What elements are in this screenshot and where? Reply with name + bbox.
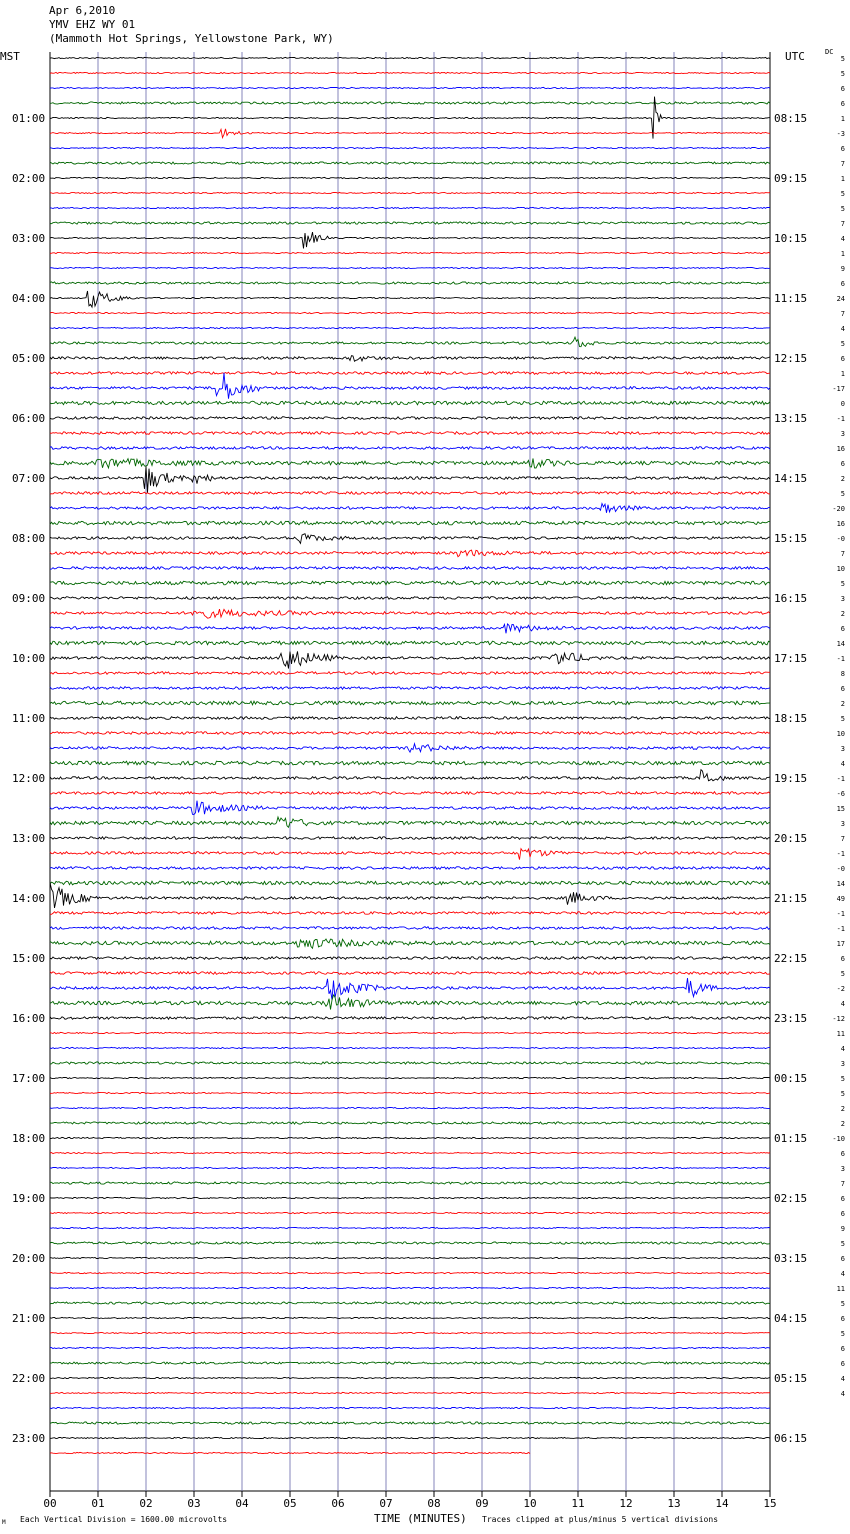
dc-offset-label: 16 [836,445,845,453]
utc-hour-label: 23:15 [774,1012,808,1025]
dc-offset-label: -6 [836,790,845,798]
utc-hour-label: 15:15 [774,532,808,545]
seismic-trace [50,356,770,362]
dc-offset-label: 6 [840,100,845,108]
mst-hour-label: 14:00 [12,892,46,905]
dc-offset-label: 10 [836,565,845,573]
x-tick-label: 10 [523,1497,537,1510]
dc-offset-label: 5 [840,580,845,588]
x-tick-label: 09 [475,1497,489,1510]
seismic-trace [50,732,770,735]
dc-offset-label: 4 [840,235,845,243]
seismic-trace [50,995,770,1010]
seismic-trace [50,327,770,328]
seismic-trace [50,459,770,469]
right-axis-title: UTC [785,50,805,63]
mst-hour-label: 10:00 [12,652,46,665]
station-location: (Mammoth Hot Springs, Yellowstone Park, WY) [49,32,334,45]
seismic-trace [50,417,770,420]
mst-hour-label: 03:00 [12,232,46,245]
dc-offset-label: 15 [836,805,845,813]
utc-hour-label: 12:15 [774,352,808,365]
dc-offset-label: 16 [836,520,845,528]
seismic-trace [50,1407,770,1408]
dc-offset-label: 6 [840,1315,845,1323]
seismic-trace [50,504,770,513]
seismic-trace [50,1272,770,1273]
dc-offset-label: 7 [840,220,845,228]
seismic-trace [50,1032,770,1033]
dc-offset-label: 5 [840,205,845,213]
seismic-trace [50,1302,770,1304]
seismic-trace [50,1092,770,1093]
seismic-trace [50,883,770,908]
seismic-trace [50,1167,770,1168]
dc-offset-label: 6 [840,1345,845,1353]
seismic-trace [50,744,770,752]
seismic-trace [50,1047,770,1048]
dc-offset-label: 3 [840,745,845,753]
seismic-trace [50,801,770,815]
seismic-trace [50,567,770,570]
dc-offset-label: 1 [840,115,845,123]
seismic-trace [50,609,770,618]
mst-hour-label: 05:00 [12,352,46,365]
dc-offset-label: -1 [836,415,845,423]
seismic-trace [50,1287,770,1288]
mst-hour-label: 09:00 [12,592,46,605]
seismic-trace [50,1137,770,1138]
dc-offset-label: -12 [832,1015,845,1023]
dc-offset-label: 2 [840,700,845,708]
corner-mark: M [2,1519,6,1526]
utc-hour-label: 08:15 [774,112,808,125]
seismic-trace [50,1182,770,1184]
seismic-trace [50,550,770,557]
utc-hour-label: 00:15 [774,1072,808,1085]
seismic-trace [50,447,770,450]
x-tick-label: 15 [763,1497,777,1510]
dc-offset-label: -10 [832,1135,845,1143]
dc-offset-label: 2 [840,1105,845,1113]
seismic-trace [50,72,770,73]
seismic-trace [50,129,770,138]
dc-offset-label: 7 [840,310,845,318]
seismic-trace [50,232,770,248]
dc-offset-label: -2 [836,985,845,993]
seismic-trace [50,372,770,375]
utc-hour-label: 02:15 [774,1192,808,1205]
utc-hour-label: 22:15 [774,952,808,965]
x-axis-label: TIME (MINUTES) [374,1512,467,1525]
dc-offset-label: 6 [840,460,845,468]
seismic-trace [50,1197,770,1198]
utc-hour-label: 19:15 [774,772,808,785]
dc-offset-label: 6 [840,955,845,963]
seismic-trace [50,1017,770,1020]
seismic-trace [50,701,770,705]
x-tick-label: 02 [139,1497,153,1510]
dc-offset-label: 4 [840,325,845,333]
dc-offset-label: 3 [840,1060,845,1068]
x-tick-label: 00 [43,1497,57,1510]
seismic-trace [50,867,770,870]
dc-offset-label: 2 [840,475,845,483]
seismic-trace [50,102,770,104]
dc-offset-label: 5 [840,1240,845,1248]
seismic-trace [50,687,770,690]
dc-offset-label: 6 [840,1360,845,1368]
dc-offset-label: 4 [840,1390,845,1398]
seismic-trace [50,792,770,795]
dc-offset-label: -1 [836,910,845,918]
seismic-trace [50,87,770,88]
utc-hour-label: 01:15 [774,1132,808,1145]
dc-offset-label: -3 [836,130,845,138]
mst-hour-label: 08:00 [12,532,46,545]
seismic-trace [50,1107,770,1108]
seismic-trace [50,432,770,435]
dc-offset-label: 0 [840,400,845,408]
dc-offset-label: -1 [836,775,845,783]
seismic-trace [50,1392,770,1393]
seismic-trace [50,222,770,224]
dc-offset-label: -0 [836,535,845,543]
dc-offset-label: 5 [840,55,845,63]
dc-offset-label: 5 [840,1300,845,1308]
seismic-trace [50,1437,770,1438]
utc-hour-label: 16:15 [774,592,808,605]
dc-offset-label: 5 [840,340,845,348]
plot-date: Apr 6,2010 [49,4,116,17]
seismic-trace [50,672,770,675]
dc-offset-label: 3 [840,430,845,438]
mst-hour-label: 02:00 [12,172,46,185]
seismic-trace [50,957,770,960]
x-tick-label: 08 [427,1497,441,1510]
seismic-trace [50,817,770,827]
utc-hour-label: 13:15 [774,412,808,425]
dc-offset-label: 11 [836,1285,845,1293]
seismic-trace [50,177,770,178]
x-tick-label: 07 [379,1497,393,1510]
mst-hour-label: 22:00 [12,1372,46,1385]
dc-offset-label: 2 [840,1120,845,1128]
seismic-trace [50,1212,770,1213]
mst-hour-label: 23:00 [12,1432,46,1445]
dc-offset-label: 49 [836,895,845,903]
mst-hour-label: 06:00 [12,412,46,425]
dc-offset-label: 5 [840,715,845,723]
seismic-trace [50,1317,770,1318]
seismic-trace [50,267,770,268]
seismic-trace [50,312,770,313]
seismic-trace [50,1332,770,1333]
seismic-trace [50,57,770,58]
mst-hour-label: 18:00 [12,1132,46,1145]
dc-offset-label: 4 [840,1000,845,1008]
seismic-trace [50,401,770,405]
seismic-trace [50,927,770,930]
x-tick-label: 06 [331,1497,345,1510]
mst-hour-label: 12:00 [12,772,46,785]
dc-offset-label: 6 [840,1195,845,1203]
scale-note: Each Vertical Division = 1600.00 microvolts [20,1515,228,1524]
seismic-trace [50,282,770,284]
dc-offset-label: 5 [840,1075,845,1083]
seismic-trace [50,1242,770,1244]
dc-offset-label: 6 [840,685,845,693]
mst-hour-label: 15:00 [12,952,46,965]
dc-offset-label: -1 [836,850,845,858]
x-tick-label: 13 [667,1497,681,1510]
dc-offset-label: 5 [840,970,845,978]
seismic-trace [50,1362,770,1364]
utc-hour-label: 11:15 [774,292,808,305]
dc-offset-label: 17 [836,940,845,948]
seismic-trace [50,492,770,495]
dc-offset-label: 6 [840,355,845,363]
seismic-trace [50,770,770,781]
mst-hour-label: 07:00 [12,472,46,485]
seismic-trace [50,521,770,525]
dc-offset-label: 14 [836,880,845,888]
x-tick-label: 14 [715,1497,729,1510]
seismic-trace [50,651,770,668]
seismic-trace [50,192,770,193]
dc-offset-label: 10 [836,730,845,738]
mst-hour-label: 01:00 [12,112,46,125]
left-axis-title: MST [0,50,20,63]
utc-hour-label: 14:15 [774,472,808,485]
dc-column-title: DC [825,48,834,56]
mst-hour-label: 04:00 [12,292,46,305]
dc-offset-label: 5 [840,1330,845,1338]
seismic-trace [50,147,770,148]
x-tick-label: 01 [91,1497,105,1510]
seismic-trace [50,837,770,840]
seismic-trace [50,1122,770,1124]
dc-offset-label: 4 [840,1375,845,1383]
seismic-trace [50,1257,770,1258]
dc-offset-label: 7 [840,835,845,843]
dc-offset-label: 11 [836,1030,845,1038]
seismic-trace [50,1227,770,1228]
dc-offset-label: 6 [840,85,845,93]
dc-offset-label: 14 [836,640,845,648]
utc-hour-label: 03:15 [774,1252,808,1265]
seismic-trace [50,1062,770,1064]
dc-offset-label: -1 [836,655,845,663]
x-tick-label: 11 [571,1497,585,1510]
mst-hour-label: 16:00 [12,1012,46,1025]
utc-hour-label: 18:15 [774,712,808,725]
mst-hour-label: 17:00 [12,1072,46,1085]
dc-offset-label: 5 [840,1090,845,1098]
utc-hour-label: 09:15 [774,172,808,185]
seismic-trace [50,849,770,860]
seismic-trace [50,1347,770,1348]
seismic-trace [50,162,770,164]
utc-hour-label: 06:15 [774,1432,808,1445]
seismic-trace [50,373,770,399]
seismic-trace [50,1377,770,1378]
dc-offset-label: 3 [840,595,845,603]
seismic-trace [50,581,770,585]
mst-hour-label: 20:00 [12,1252,46,1265]
dc-offset-label: 3 [840,1165,845,1173]
seismic-trace [50,881,770,885]
utc-hour-label: 20:15 [774,832,808,845]
dc-offset-label: 1 [840,175,845,183]
dc-offset-label: 7 [840,1180,845,1188]
dc-offset-label: 5 [840,70,845,78]
station-code: YMV EHZ WY 01 [49,18,136,31]
seismic-trace [50,912,770,915]
dc-offset-label: 6 [840,1150,845,1158]
seismic-trace [50,641,770,645]
dc-offset-label: 9 [840,265,845,273]
dc-offset-label: 3 [840,820,845,828]
x-tick-label: 04 [235,1497,249,1510]
dc-offset-label: 8 [840,670,845,678]
dc-offset-label: 6 [840,1255,845,1263]
dc-offset-label: 6 [840,145,845,153]
seismic-trace [50,252,770,253]
dc-offset-label: 24 [836,295,845,303]
dc-offset-label: -0 [836,865,845,873]
seismic-trace [50,939,770,948]
x-tick-label: 03 [187,1497,201,1510]
mst-hour-label: 21:00 [12,1312,46,1325]
seismic-trace [50,597,770,600]
seismic-trace [50,1077,770,1078]
clip-note: Traces clipped at plus/minus 5 vertical divisions [482,1515,719,1524]
x-tick-label: 12 [619,1497,633,1510]
dc-offset-label: 6 [840,280,845,288]
utc-hour-label: 21:15 [774,892,808,905]
dc-offset-label: -20 [832,505,845,513]
seismic-trace [50,207,770,208]
dc-offset-label: 4 [840,1270,845,1278]
seismic-trace [50,717,770,720]
mst-hour-label: 19:00 [12,1192,46,1205]
seismic-trace [50,761,770,765]
seismic-trace [50,624,770,633]
dc-offset-label: 7 [840,160,845,168]
dc-offset-label: -17 [832,385,845,393]
dc-offset-label: 6 [840,1210,845,1218]
dc-offset-label: 6 [840,625,845,633]
dc-offset-label: 1 [840,370,845,378]
dc-offset-label: 7 [840,550,845,558]
dc-offset-label: 5 [840,490,845,498]
seismic-trace [50,466,770,492]
utc-hour-label: 10:15 [774,232,808,245]
dc-offset-label: 2 [840,610,845,618]
dc-offset-label: 4 [840,760,845,768]
seismic-trace [50,1152,770,1153]
seismic-trace [50,1422,770,1424]
seismic-trace [50,978,770,1000]
dc-offset-label: 5 [840,190,845,198]
dc-offset-label: 4 [840,1045,845,1053]
dc-offset-label: -1 [836,925,845,933]
utc-hour-label: 05:15 [774,1372,808,1385]
x-tick-label: 05 [283,1497,297,1510]
seismic-trace [50,534,770,544]
mst-hour-label: 11:00 [12,712,46,725]
dc-offset-label: 9 [840,1225,845,1233]
utc-hour-label: 04:15 [774,1312,808,1325]
dc-offset-label: 1 [840,250,845,258]
seismic-trace [50,972,770,975]
seismic-trace [50,291,770,307]
seismic-trace [50,337,770,347]
mst-hour-label: 13:00 [12,832,46,845]
utc-hour-label: 17:15 [774,652,808,665]
